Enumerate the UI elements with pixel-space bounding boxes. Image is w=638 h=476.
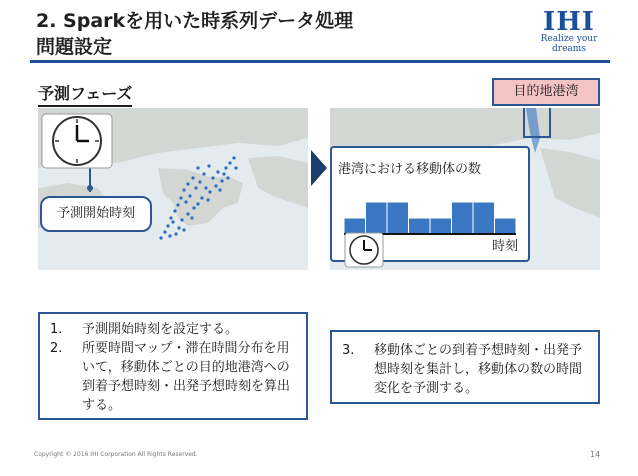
step-item: 2. 所要時間マップ・滞在時間分布を用いて，移動体ごとの目的地港湾への到着予想時刻・出発予想時刻を算出する。: [50, 341, 291, 413]
arrow-right-icon: [311, 150, 327, 186]
page-title: [36, 8, 353, 60]
chart-title: 港湾における移動体の数: [338, 162, 482, 177]
chart-x-label: 時刻: [491, 239, 518, 254]
steps-left-box: [38, 312, 308, 420]
step-item: 3. 移動体ごとの到着予想時刻・出発予想時刻を集計し，移動体の数の時間変化を予測する。: [342, 343, 583, 396]
title-line-1: 2. Sparkを用いた時系列データ処理: [36, 10, 354, 32]
chart-bar: [387, 202, 409, 234]
steps-left-list: [50, 320, 296, 415]
phase-heading: 予測フェーズ: [38, 84, 132, 107]
chart-bar: [495, 218, 517, 234]
copyright-text: Copyright © 2016 IHI Corporation All Rights Reserved.: [34, 451, 198, 458]
step-item: 1. 予測開始時刻を設定する。: [50, 322, 239, 337]
chart-bar: [473, 202, 495, 234]
title-line-2: 問題設定: [36, 36, 113, 58]
logo-mark: IHI: [543, 7, 595, 37]
clock-callout-label: 予測開始時刻: [56, 206, 135, 221]
chart-bar: [366, 202, 388, 234]
small-clock-icon: [344, 232, 384, 268]
steps-right-box: [330, 330, 600, 404]
chart-bar: [409, 218, 431, 234]
clock-callout: [40, 196, 152, 232]
ihi-logo: [526, 8, 612, 54]
title-divider: [30, 60, 610, 63]
steps-right-list: [342, 341, 588, 398]
chart-bar: [452, 202, 474, 234]
clock-icon: [40, 112, 114, 170]
logo-tagline: Realize your dreams: [540, 34, 598, 54]
page-number: 14: [590, 450, 601, 459]
chart-bar: [430, 218, 452, 234]
destination-port-label: 目的地港湾: [492, 78, 600, 106]
